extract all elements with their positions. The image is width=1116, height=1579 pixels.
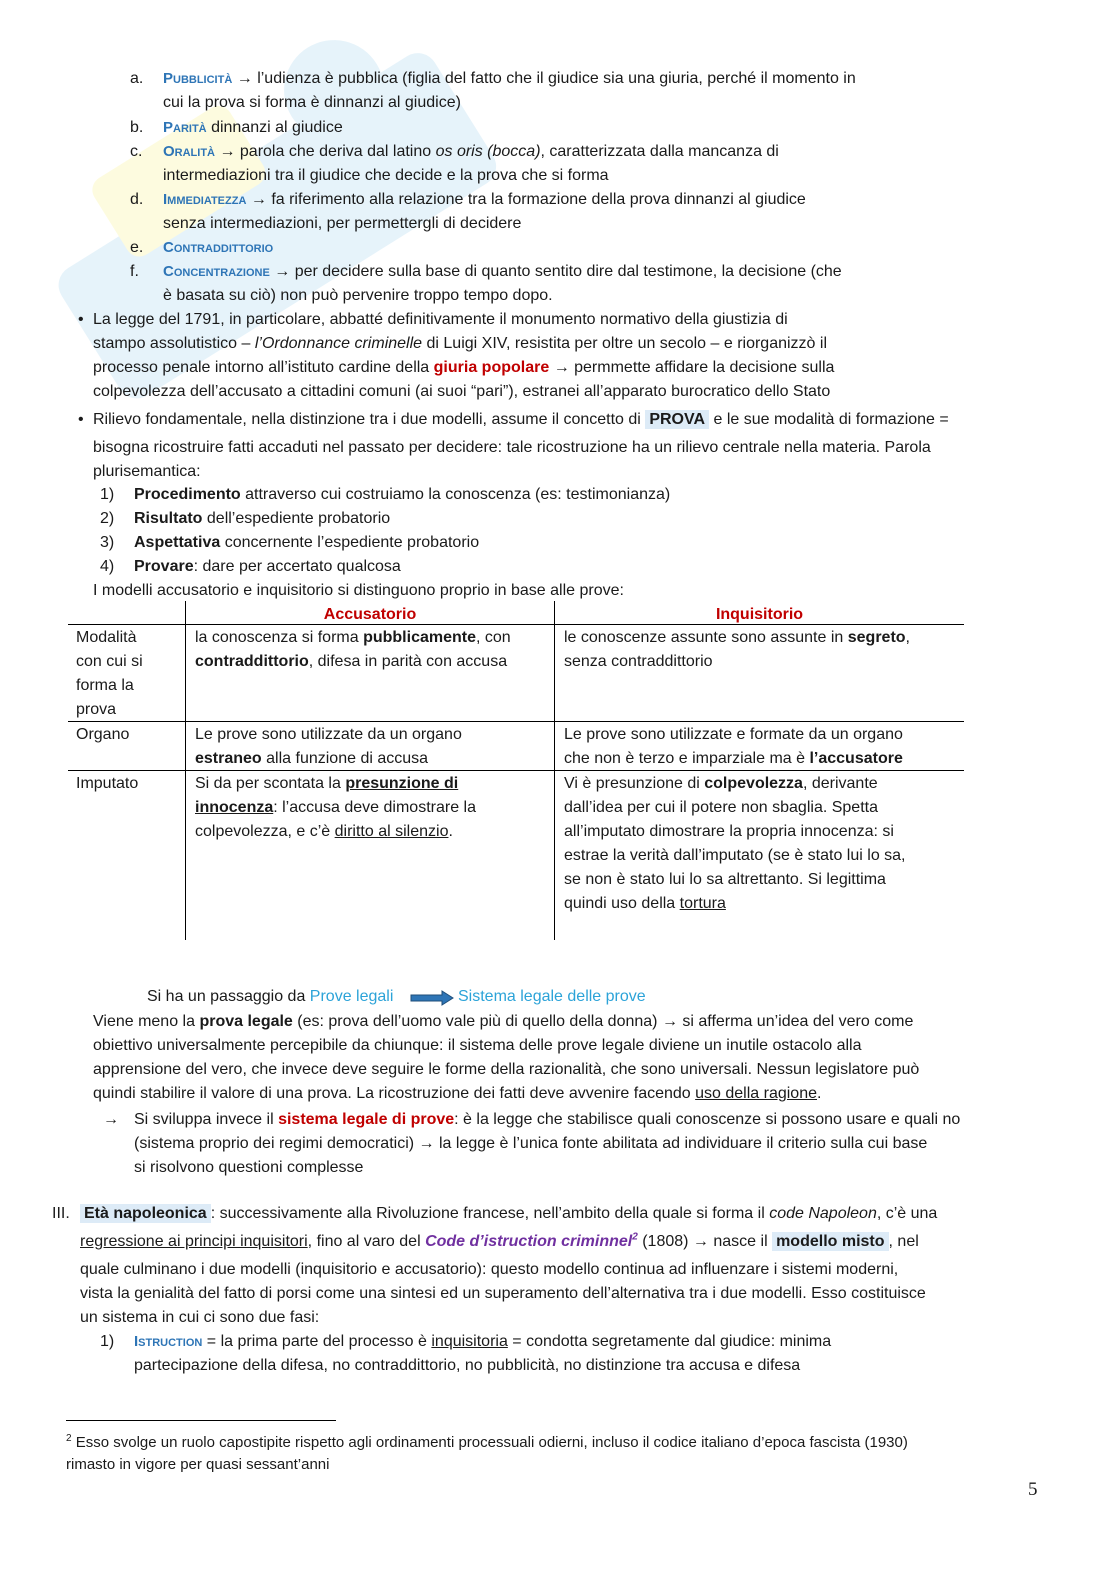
footnote-ref[interactable]: 2 bbox=[632, 1231, 638, 1243]
arrow-bullet-icon: → bbox=[103, 1111, 119, 1128]
sistema-legale-paragraph: Si sviluppa invece il sistema legale di prove: è la legge che stabilisce quali conoscenze si possono usare e quali no (sistema proprio dei regimi democratici) → la legge è l’unica fonte abilitata ad individuare il criterio sulla cui base si risolvono questioni complesse bbox=[134, 1111, 961, 1176]
arrow-icon: → bbox=[274, 263, 291, 280]
section-numeral: III. bbox=[52, 1205, 70, 1222]
list-item-oralita: Oralità → parola che deriva dal latino os oris (bocca), caratterizzata dalla mancanza di bbox=[163, 143, 779, 160]
table-header-inquisitorio: Inquisitorio bbox=[715, 606, 804, 623]
row-label-organo: Organo bbox=[76, 726, 130, 743]
prove-legali-term: Prove legali bbox=[309, 988, 394, 1005]
comparison-table bbox=[68, 601, 964, 940]
table-header-accusatorio: Accusatorio bbox=[323, 606, 417, 623]
list-marker: a. bbox=[130, 70, 144, 87]
cell-inquisitorio-organo: Le prove sono utilizzate e formate da un organo che non è terzo e imparziale ma è l’accusatore bbox=[564, 726, 903, 767]
arrow-icon: → bbox=[661, 1013, 678, 1030]
list-item-parita: Parità dinnanzi al giudice bbox=[163, 119, 343, 136]
section-eta-napoleonica: Età napoleonica : successivamente alla Rivoluzione francese, nell’ambito della quale si forma il code Napoleon, c’è una regressione ai principi inquisitori, fino al varo del Code d’istruction criminnel$^2$ (1808) → nasce il modello misto , nel quale culminano i due modelli (inquisitorio e accusatorio): questo modello continua ad influenzare i sistemi moderni, vista la genialità del fatto di porsi come una sintesi ed un superamento dell’alternativa tra i due modelli. Esso costituisce un sistema in cui ci sono due fasi: bbox=[80, 1205, 938, 1326]
arrow-icon: → bbox=[236, 70, 253, 87]
list-item-text: intermediazioni tra il giudice che decide e la prova che si forma bbox=[163, 167, 609, 184]
sistema-legale-term: Sistema legale delle prove bbox=[458, 988, 646, 1005]
section-title: Età napoleonica bbox=[80, 1204, 211, 1223]
giuria-popolare-term: giuria popolare bbox=[433, 359, 550, 376]
prova-legale-paragraph: Viene meno la prova legale (es: prova dell’uomo vale più di quello della donna) → si afferma un’idea del vero come obiettivo universalmente percepibile da chiunque: il sistema delle prove legale diviene un inutile ostacolo alla apprensione del vero, che invece deve seguire le forme della razionalità, che sono universali. Nessun legislatore può quindi stabilire il valore di una prova. La ricostruzione dei fatti deve avvenire facendo uso della ragione. bbox=[93, 1013, 920, 1102]
list-item-contraddittorio: Contraddittorio bbox=[163, 239, 274, 256]
row-label-modalita: Modalità con cui si forma la prova bbox=[76, 629, 143, 718]
arrow-icon: → bbox=[250, 191, 267, 208]
passage-line: Si ha un passaggio da Prove legali bbox=[147, 988, 394, 1005]
list-marker: b. bbox=[130, 119, 144, 136]
table-divider bbox=[68, 721, 964, 722]
models-intro: I modelli accusatorio e inquisitorio si distinguono proprio in base alle prove: bbox=[93, 582, 624, 599]
list-item: Provare: dare per accertato qualcosa bbox=[134, 558, 401, 575]
page-number: 5 bbox=[1028, 1479, 1038, 1500]
list-item: Aspettativa concernente l’espediente probatorio bbox=[134, 534, 480, 551]
list-item-immediatezza: Immediatezza → fa riferimento alla relazione tra la formazione della prova dinnanzi al giudice bbox=[163, 191, 806, 208]
bullet-icon: • bbox=[78, 411, 84, 428]
list-item: Procedimento attraverso cui costruiamo la conoscenza (es: testimonianza) bbox=[134, 486, 671, 503]
document-page: a. Pubblicità → l’udienza è pubblica (figlia del fatto che il giudice sia una giuria, perché il momento in cui la prova si forma è dinnanzi al giudice) b. Parità dinnanzi al giudice c. Oralità → parola che deriva dal latino os oris (bocca), caratterizzata dalla mancanza di intermediazioni tra il giudice che decide e la prova che si forma d. Immediatezza → fa riferimento alla relazione tra la formazione della prova dinnanzi al giudice senza intermediazioni, per permettergli di decidere e. Contraddittorio f. Concentrazione → per decidere sulla base di quanto sentito dire dal testimone, la decisione (che è basata su ciò) non può pervenire troppo tempo dopo. • La legge del 1791, in particolare, abbatté definitivamente il monumento normativo della giustizia di stampo assolutistico – l’Ordonnance criminelle di Luigi XIV, resistita per oltre un secolo – e riorganizzò il processo penale intorno all’istituto cardine della giuria popolare → permmette affidare la decisione sulla colpevolezza dell’accusato a cittadini comuni (ai suoi “pari”), estranei all’apparato burocratico dello Stato • Rilievo fondamentale, nella distinzione tra i due modelli, assume il concetto di PROVA e le sue modalità di formazione = bisogna ricostruire fatti accaduti nel passato per decidere: tale ricostruzione ha un rilievo centrale nella materia. Parola plurisemantica: 1) Procedimento attraverso cui costruiamo la conoscenza (es: testimonianza) 2) Risultato dell’espediente probatorio 3) Aspettativa concernente l’espediente probatorio 4) Provare: dare per accertato qualcosa I modelli accusatorio e inquisitorio si distinguono proprio in base alle prove: Accusatorio Inquisitorio Modalità con cui si forma la prova la conoscenza si forma pubblicamente, con contraddittorio, difesa in parità con accusa le conoscenze assunte sono assunte in segreto, senza contraddittorio Organo Le prove sono utilizzate da un organo estraneo alla funzione di accusa Le prove sono utilizzate e formate da un organo che non è terzo e imparziale ma è l’accusatore Imputato Si da per scontata la presunzione di innocenza: l’accusa deve dimostrare la colpevolezza, e c’è diritto al silenzio. Vi è presunzione di colpevolezza, derivante dall’idea per cui il potere non sbaglia. Spetta all’imputato dimostrare la propria innocenza: si estrae la verità dall’imputato (se è stato lui lo sa, se non è stato lui lo sa altrettanto. Si legittima quindi uso della tortura Si ha un passaggio da Prove legali Sistema legale delle prove Viene meno la prova legale (es: prova dell’uomo vale più di quello della donna) → si afferma un’idea del vero come obiettivo universalmente percepibile da chiunque: il sistema delle prove legale diviene un inutile ostacolo alla apprensione del vero, che invece deve seguire le forme della razionalità, che sono universali. Nessun legislatore può quindi stabilire il valore di una prova. La ricostruzione dei fatti deve avvenire facendo uso della ragione. → Si sviluppa invece il sistema legale di prove: è la legge che stabilisce quali conoscenze si possono usare e quali no (sistema proprio dei regimi democratici) → la legge è l’unica fonte abilitata ad individuare il criterio sulla cui base si risolvono questioni complesse III. Età napoleonica : successivamente alla Rivoluzione francese, nell’ambito della quale si forma il code Napoleon, c’è una regressione ai principi inquisitori, fino al varo del Code d’istruction criminnel$^2$ (1808) → nasce il modello misto , nel quale culminano i due modelli (inquisitorio e accusatorio): questo modello continua ad influenzare i sistemi moderni, vista la genialità del fatto di porsi come una sintesi ed un superamento dell’alternativa tra i due modelli. Esso costituisce un sistema in cui ci sono due fasi: 1) Istruction = la prima parte del processo è inquisitoria = condotta segretamente dal giudice: minima partecipazione della difesa, no contraddittorio, no pubblicità, no distinzione tra accusa e difesa $^2$ Esso svolge un ruolo capostipite rispetto agli ordinamenti processuali odierni, incluso il codice italiano d’epoca fascista (1930) rimasto in vigore per quasi sessant’anni 5 bbox=[0, 0, 1116, 1579]
arrow-icon: → bbox=[219, 143, 236, 160]
footnote-separator bbox=[66, 1420, 336, 1421]
list-item-text: è basata su ciò) non può pervenire troppo tempo dopo. bbox=[163, 287, 553, 304]
list-marker: e. bbox=[130, 239, 144, 256]
cell-accusatorio-organo: Le prove sono utilizzate da un organo estraneo alla funzione di accusa bbox=[195, 726, 462, 767]
cell-inquisitorio-imputato: Vi è presunzione di colpevolezza, derivante dall’idea per cui il potere non sbaglia. Spetta all’imputato dimostrare la propria innocenza: si estrae la verità dall’imputato (se è stato lui lo sa, se non è stato lui lo sa altrettanto. Si legittima quindi uso della tortura bbox=[564, 775, 906, 912]
list-marker: c. bbox=[130, 143, 143, 160]
list-item: Risultato dell’espediente probatorio bbox=[134, 510, 391, 527]
arrow-icon: → bbox=[553, 359, 570, 376]
cell-inquisitorio-modalita: le conoscenze assunte sono assunte in segreto, senza contraddittorio bbox=[564, 629, 910, 670]
list-item-concentrazione: Concentrazione → per decidere sulla base di quanto sentito dire dal testimone, la decisione (che bbox=[163, 263, 842, 280]
cell-accusatorio-modalita: la conoscenza si forma pubblicamente, con contraddittorio, difesa in parità con accusa bbox=[195, 629, 511, 670]
list-marker: d. bbox=[130, 191, 144, 208]
istruction-item: Istruction = la prima parte del processo è inquisitoria = condotta segretamente dal giudice: minima partecipazione della difesa, no contraddittorio, no pubblicità, no distinzione tra accusa e difesa bbox=[134, 1333, 832, 1374]
row-label-imputato: Imputato bbox=[76, 775, 139, 792]
list-item-text: cui la prova si forma è dinnanzi al giudice) bbox=[163, 94, 461, 111]
bullet-icon: • bbox=[78, 311, 84, 328]
list-item-text: senza intermediazioni, per permettergli di decidere bbox=[163, 215, 522, 232]
prova-highlight: PROVA bbox=[645, 410, 709, 429]
modello-misto-highlight: modello misto bbox=[772, 1232, 888, 1251]
arrow-icon: → bbox=[692, 1233, 709, 1250]
arrow-icon: → bbox=[418, 1135, 435, 1152]
block-arrow-icon bbox=[410, 990, 454, 1006]
cell-accusatorio-imputato: Si da per scontata la presunzione di innocenza: l’accusa deve dimostrare la colpevolezza, e c’è diritto al silenzio. bbox=[195, 775, 476, 840]
footnote: $^2$ Esso svolge un ruolo capostipite rispetto agli ordinamenti processuali odierni, incluso il codice italiano d’epoca fascista (1930) rimasto in vigore per quasi sessant’anni bbox=[66, 1433, 908, 1473]
list-marker: f. bbox=[130, 263, 139, 280]
list-item-pubblicita: Pubblicità → l’udienza è pubblica (figlia del fatto che il giudice sia una giuria, perché il momento in bbox=[163, 70, 856, 87]
